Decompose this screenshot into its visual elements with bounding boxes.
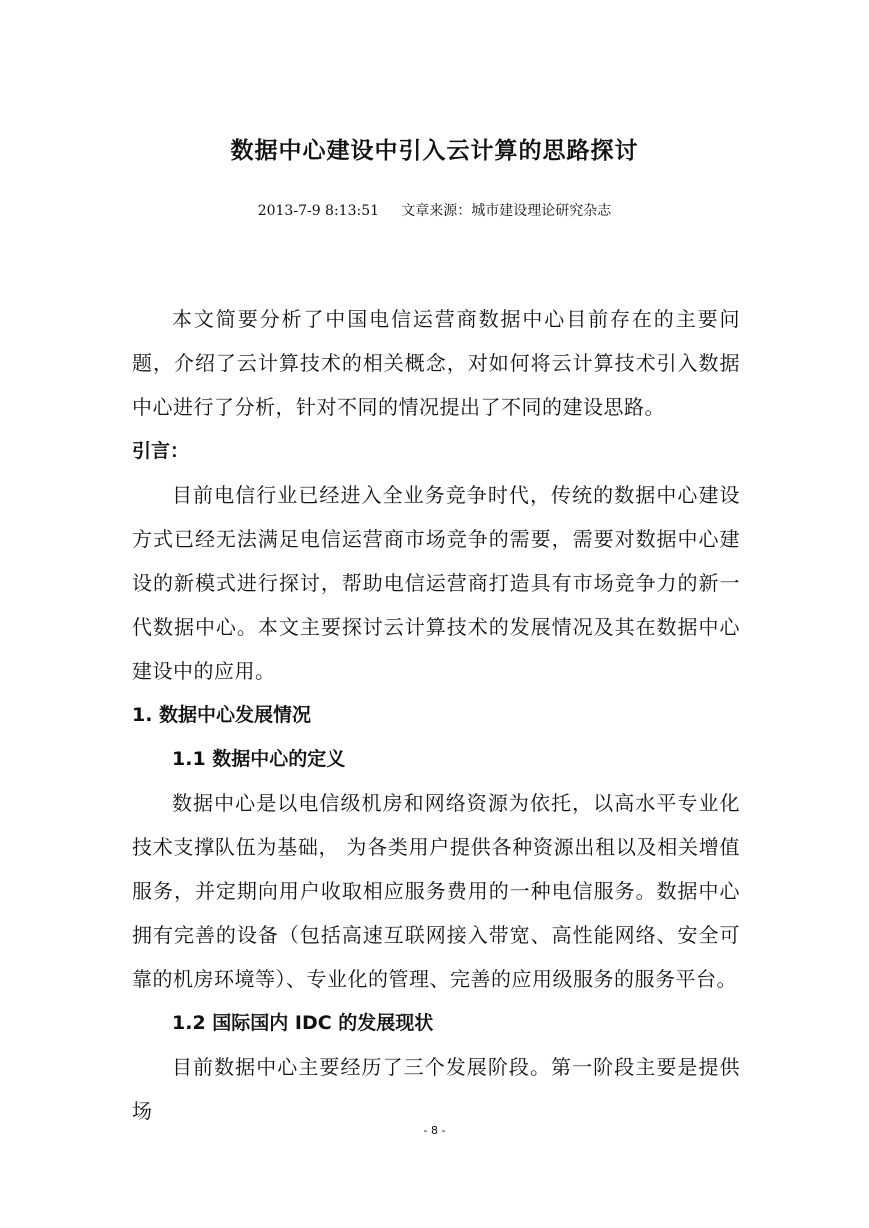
document-meta: 2013-7-9 8:13:51 文章来源：城市建设理论研究杂志 [257, 203, 612, 219]
abstract-paragraph: 本文简要分析了中国电信运营商数据中心目前存在的主要问题，介绍了云计算技术的相关概念，对如何将云计算技术引入数据中心进行了分析，针对不同的情况提出了不同的建设思路。 [132, 307, 740, 419]
intro-heading: 引言： [132, 440, 190, 462]
document-body [132, 297, 740, 1133]
section-1-1-heading: 1.1 数据中心的定义 [172, 748, 346, 770]
intro-paragraph: 目前电信行业已经进入全业务竞争时代，传统的数据中心建设方式已经无法满足电信运营商市场竞争的需要，需要对数据中心建设的新模式进行探讨，帮助电信运营商打造具有市场竞争力的新一代数据中心。本文主要探讨云计算技术的发展情况及其在数据中心建设中的应用。 [132, 483, 740, 683]
section-1-2-paragraph: 目前数据中心主要经历了三个发展阶段。第一阶段主要是提供场 [132, 1055, 740, 1123]
page-number: - 8 - [423, 1124, 446, 1137]
section-1-2-heading: 1.2 国际国内 IDC 的发展现状 [172, 1012, 434, 1034]
document-title: 数据中心建设中引入云计算的思路探讨 [230, 138, 639, 164]
section-1-heading: 1. 数据中心发展情况 [132, 704, 312, 726]
section-1-1-paragraph: 数据中心是以电信级机房和网络资源为依托，以高水平专业化技术支撑队伍为基础， 为各类用户提供各种资源出租以及相关增值服务，并定期向用户收取相应服务费用的一种电信服务。数据中心拥有完善的设备（包括高速互联网接入带宽、高性能网络、安全可靠的机房环境等）、专业化的管理、完善的应用级服务的服务平台。 [132, 791, 740, 991]
